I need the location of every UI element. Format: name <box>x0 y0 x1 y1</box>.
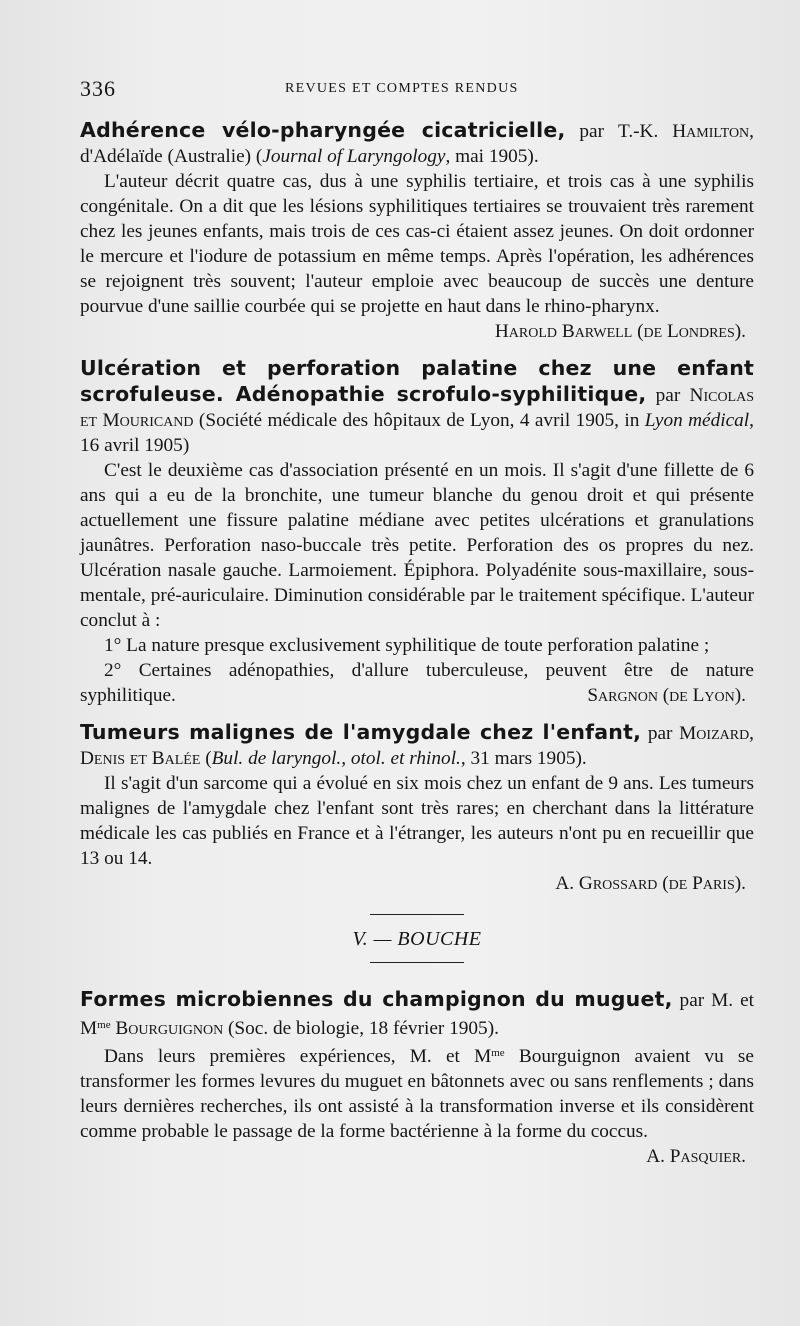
item-text: 1° La nature presque exclusivement syphilitique de toute perforation palatine ; <box>104 635 710 656</box>
signature: Sargnon (de Lyon). <box>587 685 746 706</box>
article-title: Formes microbiennes du champignon du muguet, <box>80 987 673 1011</box>
author-prefix: par <box>679 990 705 1011</box>
section-divider-bottom <box>370 962 464 963</box>
article-paragraph <box>80 169 754 342</box>
running-title: REVUES ET COMPTES RENDUS <box>285 81 519 96</box>
journal-name: Journal of Laryngology <box>262 146 446 167</box>
journal-name: Lyon médical <box>644 410 750 431</box>
signature: A. Pasquier. <box>646 1146 746 1167</box>
article-heading <box>80 720 754 771</box>
article-paragraph <box>80 458 754 633</box>
author-name: Nicolas et Mouricand <box>80 385 754 431</box>
journal-name: Bul. de laryngol., otol. et rhinol. <box>211 748 461 769</box>
paragraph-sup: me <box>491 1047 505 1059</box>
paragraph-text: Il s'agit d'un sarcome qui a évolué en six mois chez un enfant de 9 ans. Les tumeurs malignes de l'amygdale chez l'enfant sont très rares; en cherchant dans la littérature médicale les cas publiés en France et à l'étranger, les auteurs n'ont pu en recueillir que 13 ou 14. <box>80 773 754 869</box>
author-sup: me <box>97 1019 111 1031</box>
author-m: M. et M <box>80 990 755 1039</box>
paragraph-text: C'est le deuxième cas d'association présenté en un mois. Il s'agit d'une fillette de 6 ans qui a eu de la bronchite, une tumeur blanche du genou droit et qui présente actuellement une fissure palatine médiane avec petites ulcérations et granulations jaunâtres. Perforation naso-buccale très petite. Perforation des os propres du nez. Ulcération nasale gauche. Larmoiement. Épiphora. Polyadénite sous-maxillaire, sous-mentale, pré-auriculaire. Diminution considérable par le traitement spécifique. L'auteur conclut à : <box>80 460 754 631</box>
article-1 <box>80 118 754 344</box>
journal-date: , mai 1905). <box>445 146 539 167</box>
section-divider-top <box>370 914 464 915</box>
conclusion-item <box>80 658 754 708</box>
article-title: Ulcération et perforation palatine chez une enfant scrofuleuse. Adénopathie scrofulo-syphilitique, <box>80 356 754 406</box>
paragraph-start: Dans leurs premières expériences, M. et M <box>104 1046 492 1067</box>
running-header <box>80 76 760 106</box>
article-heading <box>80 987 754 1041</box>
article-title: Adhérence vélo-pharyngée cicatricielle, <box>80 118 566 142</box>
signature: A. Grossard (de Paris). <box>555 873 746 894</box>
author-place: ( <box>200 748 212 769</box>
paragraph-text: L'auteur décrit quatre cas, dus à une syphilis tertiaire, et trois cas à une syphilis congénitale. On a dit que les lésions syphilitiques tertiaires se trouvaient très rarement chez les jeunes enfants, mais trois de ces cas-ci étaient assez jeunes. On doit ordonner le mercure et l'iodure de potassium en même temps. Après l'opération, les adhérences se rejoignent très souvent; l'auteur emploie avec beaucoup de succès une denture pourvue d'une saillie courbée qui se projette en haut dans le rhino-pharynx. <box>80 171 754 317</box>
signature: Harold Barwell (de Londres). <box>494 321 746 342</box>
author-prefix: par <box>655 385 681 406</box>
article-heading <box>80 118 754 169</box>
author-place: (Société médicale des hôpitaux de Lyon, 4 avril 1905, in <box>193 410 645 431</box>
author-name: T.-K. Hamilton <box>617 121 750 142</box>
page-content <box>80 118 754 1181</box>
article-paragraph <box>80 771 754 871</box>
author-name: Moizard, Denis et Balée <box>80 723 755 769</box>
conclusion-item <box>80 633 754 658</box>
article-4 <box>80 987 754 1169</box>
author-prefix: par <box>647 723 673 744</box>
author-place: (Soc. de biologie, 18 février 1905). <box>223 1018 499 1039</box>
item-text: 2° Certaines adénopathies, d'allure tuberculeuse, peuvent être de nature syphilitique. <box>80 660 754 706</box>
author-prefix: par <box>579 121 605 142</box>
journal-date: , 16 avril 1905) <box>80 410 754 456</box>
article-3 <box>80 720 754 896</box>
section-title: V. — BOUCHE <box>352 928 482 950</box>
page-number: 336 <box>80 76 116 101</box>
author-place: , d'Adélaïde (Australie) ( <box>80 121 754 167</box>
author-name: Bourguignon <box>110 1018 224 1039</box>
article-title: Tumeurs malignes de l'amygdale chez l'enfant, <box>80 720 642 744</box>
paragraph-rest: Bourguignon avaient vu se transformer les formes levures du muguet en bâtonnets avec ou sans renflements ; dans leurs dernières recherches, ils ont assisté à la transformation inverse et ils considèrent comme probable le passage de la forme bactérienne à la forme du coccus. <box>80 1046 754 1142</box>
journal-date: , 31 mars 1905). <box>460 748 587 769</box>
article-paragraph <box>80 1041 754 1144</box>
article-2 <box>80 356 754 708</box>
article-heading <box>80 356 754 458</box>
